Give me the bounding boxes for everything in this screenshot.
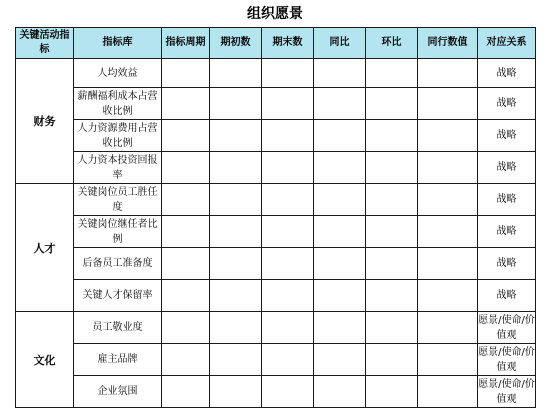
relation-cell: 战略 [478, 88, 536, 120]
closing-cell [262, 88, 314, 120]
relation-cell: 愿景/使命/价值观 [478, 312, 536, 344]
closing-cell [262, 216, 314, 248]
relation-cell: 愿景/使命/价值观 [478, 344, 536, 376]
period-cell [162, 184, 210, 216]
mom-cell [366, 344, 418, 376]
closing-cell [262, 280, 314, 312]
header-year-on-year: 同比 [314, 28, 366, 59]
indicator-cell: 人力资本投资回报率 [74, 152, 162, 184]
peer-cell [418, 88, 478, 120]
closing-cell [262, 248, 314, 280]
header-relation: 对应关系 [478, 28, 536, 59]
opening-cell [210, 152, 262, 184]
yoy-cell [314, 280, 366, 312]
peer-cell [418, 152, 478, 184]
closing-cell [262, 152, 314, 184]
closing-cell [262, 312, 314, 344]
opening-cell [210, 280, 262, 312]
closing-cell [262, 59, 314, 88]
yoy-cell [314, 120, 366, 152]
indicator-cell: 薪酬福利成本占营收比例 [74, 88, 162, 120]
indicator-cell: 人均效益 [74, 59, 162, 88]
yoy-cell [314, 312, 366, 344]
mom-cell [366, 376, 418, 408]
header-opening-value: 期初数 [210, 28, 262, 59]
period-cell [162, 59, 210, 88]
relation-cell: 战略 [478, 152, 536, 184]
mom-cell [366, 312, 418, 344]
opening-cell [210, 59, 262, 88]
table-row [16, 88, 536, 120]
mom-cell [366, 120, 418, 152]
relation-cell: 战略 [478, 280, 536, 312]
indicator-cell: 后备员工准备度 [74, 248, 162, 280]
closing-cell [262, 344, 314, 376]
period-cell [162, 216, 210, 248]
yoy-cell [314, 344, 366, 376]
header-row [16, 28, 536, 59]
table-row [16, 344, 536, 376]
period-cell [162, 248, 210, 280]
yoy-cell [314, 184, 366, 216]
mom-cell [366, 216, 418, 248]
yoy-cell [314, 216, 366, 248]
peer-cell [418, 280, 478, 312]
relation-cell: 战略 [478, 184, 536, 216]
opening-cell [210, 88, 262, 120]
period-cell [162, 120, 210, 152]
relation-cell: 战略 [478, 216, 536, 248]
period-cell [162, 152, 210, 184]
peer-cell [418, 248, 478, 280]
opening-cell [210, 216, 262, 248]
peer-cell [418, 184, 478, 216]
table-row [16, 376, 536, 408]
table-row [16, 120, 536, 152]
indicator-cell: 关键人才保留率 [74, 280, 162, 312]
page-title: 组织愿景 [247, 6, 303, 22]
period-cell [162, 344, 210, 376]
table-row [16, 248, 536, 280]
table-row [16, 216, 536, 248]
yoy-cell [314, 88, 366, 120]
relation-cell: 战略 [478, 59, 536, 88]
mom-cell [366, 184, 418, 216]
header-indicator-library: 指标库 [74, 28, 162, 59]
table-row [16, 280, 536, 312]
indicator-cell: 雇主品牌 [74, 344, 162, 376]
table-row [16, 312, 536, 344]
relation-cell: 愿景/使命/价值观 [478, 376, 536, 408]
yoy-cell [314, 376, 366, 408]
category-cell: 财务 [16, 59, 74, 184]
opening-cell [210, 120, 262, 152]
header-key-indicator: 关键活动指标 [16, 28, 74, 59]
opening-cell [210, 184, 262, 216]
opening-cell [210, 376, 262, 408]
period-cell [162, 280, 210, 312]
table-row [16, 59, 536, 88]
header-peer-value: 同行数值 [418, 28, 478, 59]
category-cell: 人才 [16, 184, 74, 312]
mom-cell [366, 88, 418, 120]
peer-cell [418, 312, 478, 344]
indicator-cell: 关键岗位继任者比例 [74, 216, 162, 248]
header-closing-value: 期末数 [262, 28, 314, 59]
relation-cell: 战略 [478, 120, 536, 152]
opening-cell [210, 312, 262, 344]
indicator-cell: 企业氛围 [74, 376, 162, 408]
closing-cell [262, 376, 314, 408]
indicator-table [15, 27, 536, 408]
closing-cell [262, 184, 314, 216]
opening-cell [210, 344, 262, 376]
period-cell [162, 88, 210, 120]
relation-cell: 战略 [478, 248, 536, 280]
peer-cell [418, 59, 478, 88]
period-cell [162, 312, 210, 344]
yoy-cell [314, 59, 366, 88]
mom-cell [366, 280, 418, 312]
peer-cell [418, 120, 478, 152]
closing-cell [262, 120, 314, 152]
peer-cell [418, 216, 478, 248]
header-indicator-period: 指标周期 [162, 28, 210, 59]
mom-cell [366, 248, 418, 280]
header-month-on-month: 环比 [366, 28, 418, 59]
peer-cell [418, 376, 478, 408]
indicator-cell: 员工敬业度 [74, 312, 162, 344]
mom-cell [366, 59, 418, 88]
peer-cell [418, 344, 478, 376]
category-cell: 文化 [16, 312, 74, 408]
period-cell [162, 376, 210, 408]
indicator-cell: 人力资源费用占营收比例 [74, 120, 162, 152]
opening-cell [210, 248, 262, 280]
table-row [16, 152, 536, 184]
yoy-cell [314, 152, 366, 184]
table-row [16, 184, 536, 216]
indicator-cell: 关键岗位员工胜任度 [74, 184, 162, 216]
yoy-cell [314, 248, 366, 280]
mom-cell [366, 152, 418, 184]
